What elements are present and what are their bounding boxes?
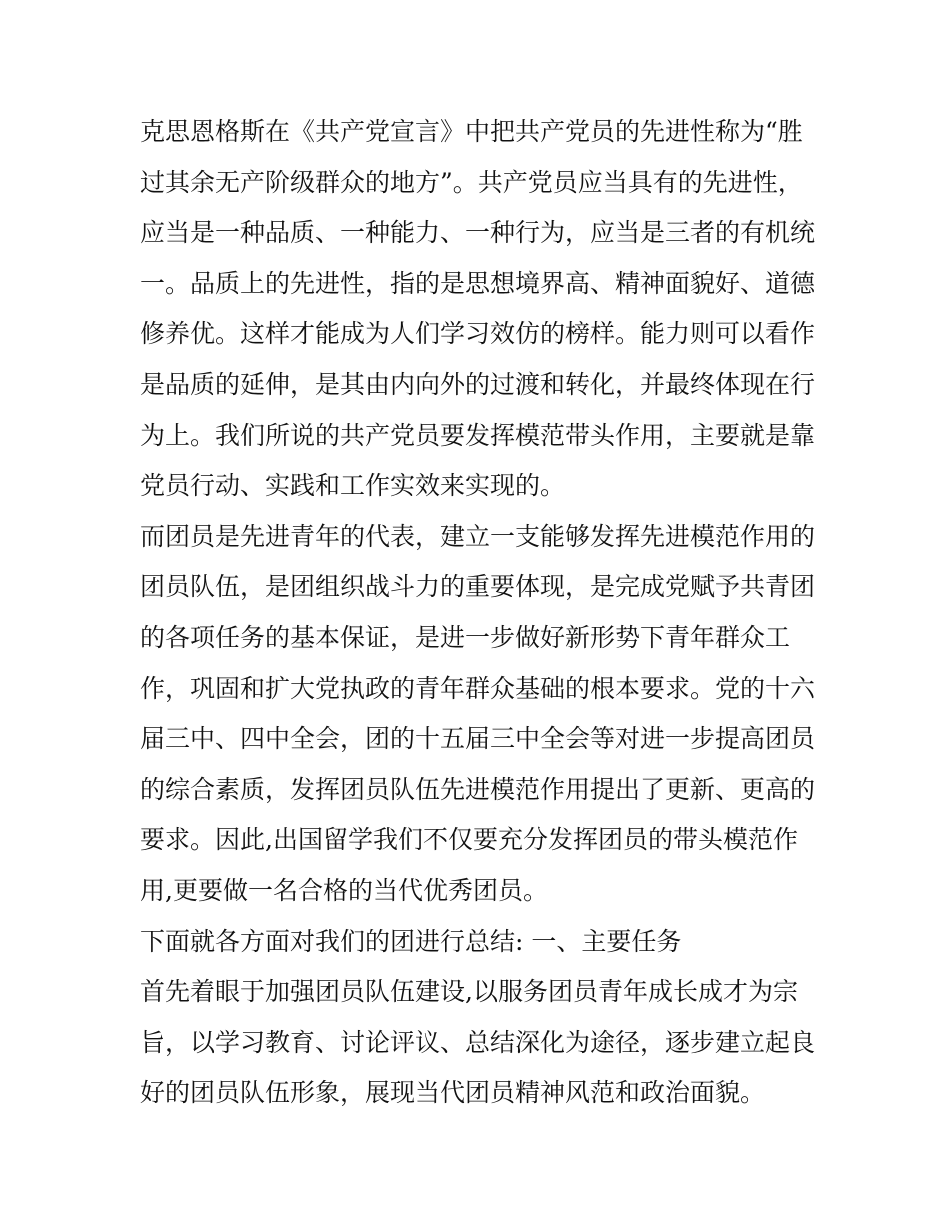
text-line: 克思恩格斯在《共产党宣言》中把共产党员的先进性称为“胜 [140, 117, 803, 146]
text-line: 要求。因此,出国留学我们不仅要充分发挥团员的带头模范作 [140, 825, 798, 855]
text-line: 的各项任务的基本保证，是进一步做好新形势下青年群众工 [140, 622, 791, 652]
text-line: 好的团员队伍形象，展现当代团员精神风范和政治面貌。 [140, 1078, 766, 1108]
text-line: 届三中、四中全会，团的十五届三中全会等对进一步提高团员 [140, 724, 816, 754]
text-line: 党员行动、实践和工作实效来实现的。 [140, 471, 566, 501]
document-body [140, 107, 830, 1119]
text-line: 首先着眼于加强团员队伍建设,以服务团员青年成长成才为宗 [140, 977, 798, 1007]
text-line: 一。品质上的先进性，指的是思想境界高、精神面貌好、道德 [140, 268, 816, 298]
text-line: 而团员是先进青年的代表，建立一支能够发挥先进模范作用的 [140, 521, 816, 551]
text-line: 为上。我们所说的共产党员要发挥模范带头作用，主要就是靠 [140, 420, 816, 450]
text-line: 修养优。这样才能成为人们学习效仿的榜样。能力则可以看作 [140, 319, 816, 349]
text-line: 是品质的延伸，是其由内向外的过渡和转化，并最终体现在行 [140, 369, 816, 399]
text-line: 用,更要做一名合格的当代优秀团员。 [140, 875, 548, 905]
text-line: 应当是一种品质、一种能力、一种行为，应当是三者的有机统 [140, 218, 816, 248]
text-line: 团员队伍，是团组织战斗力的重要体现，是完成党赋予共青团 [140, 572, 816, 602]
text-line: 旨，以学习教育、讨论评议、总结深化为途径，逐步建立起良 [140, 1027, 816, 1057]
text-line: 过其余无产阶级群众的地方”。共产党员应当具有的先进性， [140, 167, 803, 197]
text-line: 的综合素质，发挥团员队伍先进模范作用提出了更新、更高的 [140, 774, 816, 804]
text-line: 下面就各方面对我们的团进行总结: 一、主要任务 [140, 926, 682, 956]
text-line: 作，巩固和扩大党执政的青年群众基础的根本要求。党的十六 [140, 673, 816, 703]
